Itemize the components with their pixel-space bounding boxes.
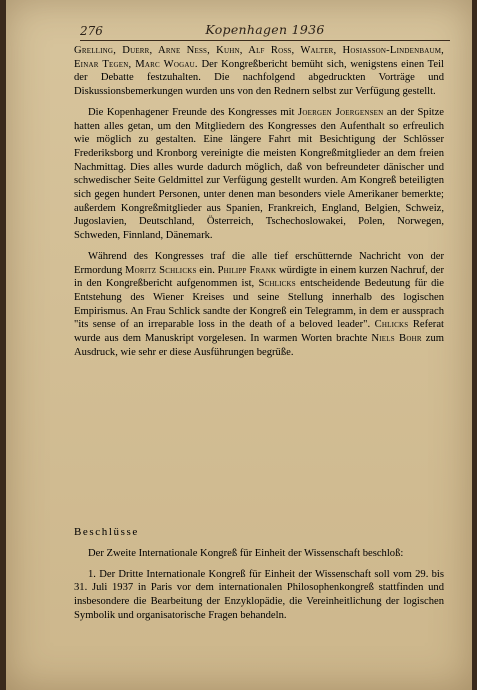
resolutions-text	[74, 547, 444, 623]
person-name: Chlicks	[374, 319, 409, 331]
person-name: Niels Bohr	[371, 333, 422, 345]
person-name: Moritz Schlicks	[124, 264, 197, 276]
section-heading: Beschlüsse	[74, 526, 139, 538]
page-number: 276	[80, 24, 103, 38]
main-text	[74, 44, 444, 359]
running-title: Kopenhagen 1936	[205, 22, 325, 37]
paragraph-schlick: Während des Kongresses traf die alle tief erschütternde Nachricht von der Ermordung Moritz Schlicks ein. Philipp Frank würdigte in einem kurzen Nachruf, der in den Kongreßbericht aufgenommen ist, Schlicks entscheidende Bedeutung für die Entstehung des Wiener Kreises und seine Stellung innerhalb des logischen Empirismus. An Frau Schlick sandte der Kongreß ein Telegramm, in dem er aussprach "its sense of an irreparable loss in the death of a beloved leader". Chlicks Referat wurde aus dem Manuskript vorgelesen. In warmen Worten brachte Niels Bohr zum Ausdruck, wie sehr er diese Ausführungen begrüße.	[74, 250, 445, 358]
page-header	[80, 22, 450, 41]
paragraph-copenhagen: Die Kopenhagener Freunde des Kongresses mit Joergen Joergensen an der Spitze hatten alles getan, um den Mitgliedern des Kongresses den Aufenthalt so erfreulich wie möglich zu gestalten. Eine längere Fahrt mit Besichtigung der Schlösser Frederiksborg und Kronborg vereinigte die meisten Kongreßmitglieder an dem freien Nachmittag. Dies alles wurde dadurch möglich, daß von befreundeter dänischer und schwedischer Seite Geldmittel zur Verfügung gestellt wurden. Am Kongreß beteiligten sich gegen hundert Personen, unter denen man besonders viele Amerikaner bemerkte; außerdem Kongreßmitglieder aus Spanien, Frankreich, England, Belgien, Schweiz, Jugoslavien, Deutschland, Österreich, Tschechoslowakei, Polen, Norwegen, Schweden, Finnland, Dänemark.	[74, 106, 444, 242]
paragraph-text: Der Kongreßbericht bemüht sich, wenigstens einen Teil der Debatte festzuhalten. Die nachfolgend abgedruckten Vorträge und Diskussionsbemerkungen wurden uns von den Rednern selbst zur Verfügung gestellt.	[74, 58, 445, 98]
resolution-item: 1. Der Dritte Internationale Kongreß für Einheit der Wissenschaft soll vom 29. bis 31. Juli 1937 in Paris vor dem internationalen Philosophenkongreß stattfinden und insbesondere die Bearbeitung der Enzyklopädie, die Vereinheitlichung der logischen Symbolik und organisatorische Fragen behandeln.	[74, 568, 444, 621]
resolutions-intro: Der Zweite Internationale Kongreß für Einheit der Wissenschaft beschloß:	[88, 548, 404, 559]
person-name: Schlicks	[258, 278, 296, 290]
person-name: Philipp Frank	[217, 264, 277, 276]
person-name: Joergen Joergensen	[298, 106, 384, 118]
participant-names: Grelling, Duerr, Arne Ness, Kuhn, Alf Ross, Walter, Hosiasson-Lindenbaum, Einar Tegen, Marc Wogau.	[74, 45, 444, 70]
paragraph-participants	[74, 44, 444, 99]
